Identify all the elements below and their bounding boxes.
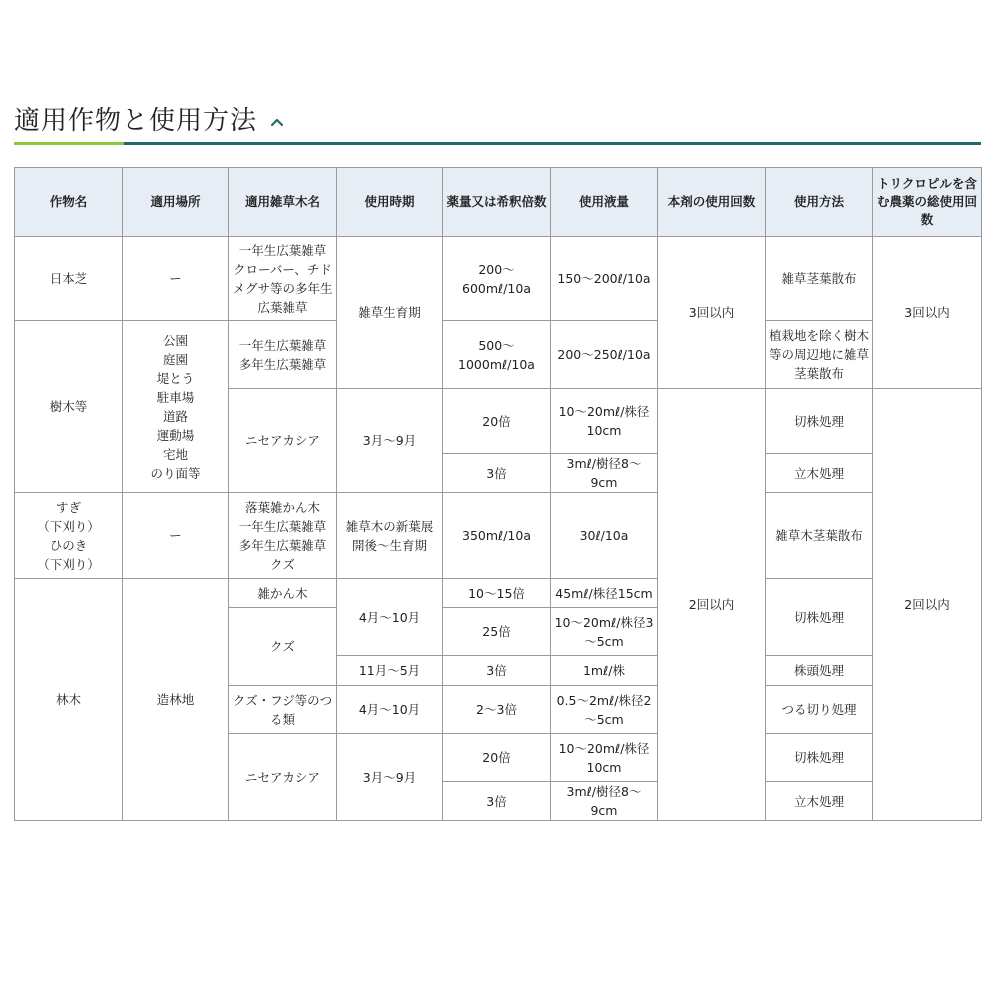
cell-weed: 一年生広葉雑草 多年生広葉雑草 xyxy=(229,321,337,389)
cell-dose: 350mℓ/10a xyxy=(443,493,551,579)
cell-timing: 3月～9月 xyxy=(337,389,443,493)
cell-place: 公園 庭園 堤とう 駐車場 道路 運動場 宅地 のり面等 xyxy=(123,321,229,493)
cell-total: 2回以内 xyxy=(873,389,982,821)
header-count: 本剤の使用回数 xyxy=(658,168,766,237)
cell-weed: クズ xyxy=(229,608,337,686)
cell-weed: クズ・フジ等のつる類 xyxy=(229,686,337,734)
header-place: 適用場所 xyxy=(123,168,229,237)
cell-volume: 10～20mℓ/株径10cm xyxy=(551,734,658,782)
chevron-up-icon[interactable] xyxy=(269,114,285,130)
cell-weed: 一年生広葉雑草 クローバー、チドメグサ等の多年生広葉雑草 xyxy=(229,237,337,321)
cell-volume: 3mℓ/樹径8～9cm xyxy=(551,782,658,821)
cell-timing: 11月～5月 xyxy=(337,656,443,686)
cell-dose: 3倍 xyxy=(443,782,551,821)
cell-timing: 4月～10月 xyxy=(337,579,443,656)
cell-crop: 日本芝 xyxy=(15,237,123,321)
cell-method: つる切り処理 xyxy=(766,686,873,734)
cell-crop: 樹木等 xyxy=(15,321,123,493)
cell-crop: 林木 xyxy=(15,579,123,821)
cell-method: 雑草木茎葉散布 xyxy=(766,493,873,579)
cell-dose: 3倍 xyxy=(443,454,551,493)
cell-method: 植栽地を除く樹木等の周辺地に雑草茎葉散布 xyxy=(766,321,873,389)
cell-dose: 2～3倍 xyxy=(443,686,551,734)
cell-method: 切株処理 xyxy=(766,734,873,782)
cell-method: 立木処理 xyxy=(766,782,873,821)
cell-method: 切株処理 xyxy=(766,389,873,454)
cell-method: 雑草茎葉散布 xyxy=(766,237,873,321)
cell-crop: すぎ （下刈り） ひのき （下刈り） xyxy=(15,493,123,579)
cell-count: 3回以内 xyxy=(658,237,766,389)
table-row xyxy=(15,579,982,608)
cell-weed: 雑かん木 xyxy=(229,579,337,608)
cell-timing: 雑草生育期 xyxy=(337,237,443,389)
cell-weed: ニセアカシア xyxy=(229,734,337,821)
cell-volume: 0.5～2mℓ/株径2～5cm xyxy=(551,686,658,734)
cell-weed: 落葉雑かん木 一年生広葉雑草 多年生広葉雑草 クズ xyxy=(229,493,337,579)
cell-timing: 雑草木の新葉展開後～生育期 xyxy=(337,493,443,579)
cell-dose: 20倍 xyxy=(443,734,551,782)
header-volume: 使用液量 xyxy=(551,168,658,237)
cell-dose: 200～600mℓ/10a xyxy=(443,237,551,321)
cell-volume: 3mℓ/樹径8～9cm xyxy=(551,454,658,493)
table-row xyxy=(15,321,982,389)
cell-dose: 10～15倍 xyxy=(443,579,551,608)
header-weed: 適用雑草木名 xyxy=(229,168,337,237)
cell-method: 立木処理 xyxy=(766,454,873,493)
header-dose: 薬量又は希釈倍数 xyxy=(443,168,551,237)
cell-place: ー xyxy=(123,237,229,321)
table-header-row xyxy=(15,168,982,237)
header-crop: 作物名 xyxy=(15,168,123,237)
cell-method: 株頭処理 xyxy=(766,656,873,686)
cell-total: 3回以内 xyxy=(873,237,982,389)
table-row xyxy=(15,493,982,579)
cell-volume: 30ℓ/10a xyxy=(551,493,658,579)
cell-weed: ニセアカシア xyxy=(229,389,337,493)
section-header xyxy=(14,100,981,137)
cell-timing: 4月～10月 xyxy=(337,686,443,734)
usage-table xyxy=(14,167,982,821)
table-row xyxy=(15,237,982,321)
header-timing: 使用時期 xyxy=(337,168,443,237)
cell-dose: 3倍 xyxy=(443,656,551,686)
cell-volume: 1mℓ/株 xyxy=(551,656,658,686)
cell-volume: 150～200ℓ/10a xyxy=(551,237,658,321)
cell-place: ー xyxy=(123,493,229,579)
cell-volume: 10～20mℓ/株径10cm xyxy=(551,389,658,454)
section-title: 適用作物と使用方法 xyxy=(14,106,258,136)
cell-method: 切株処理 xyxy=(766,579,873,656)
cell-volume: 45mℓ/株径15cm xyxy=(551,579,658,608)
cell-dose: 25倍 xyxy=(443,608,551,656)
section-divider-accent xyxy=(14,142,124,145)
cell-place: 造林地 xyxy=(123,579,229,821)
cell-volume: 200～250ℓ/10a xyxy=(551,321,658,389)
header-method: 使用方法 xyxy=(766,168,873,237)
section-divider xyxy=(14,142,981,145)
cell-count: 2回以内 xyxy=(658,389,766,821)
header-total: トリクロピルを含む農薬の総使用回数 xyxy=(873,168,982,237)
cell-dose: 20倍 xyxy=(443,389,551,454)
cell-volume: 10～20mℓ/株径3～5cm xyxy=(551,608,658,656)
cell-timing: 3月～9月 xyxy=(337,734,443,821)
cell-dose: 500～1000mℓ/10a xyxy=(443,321,551,389)
